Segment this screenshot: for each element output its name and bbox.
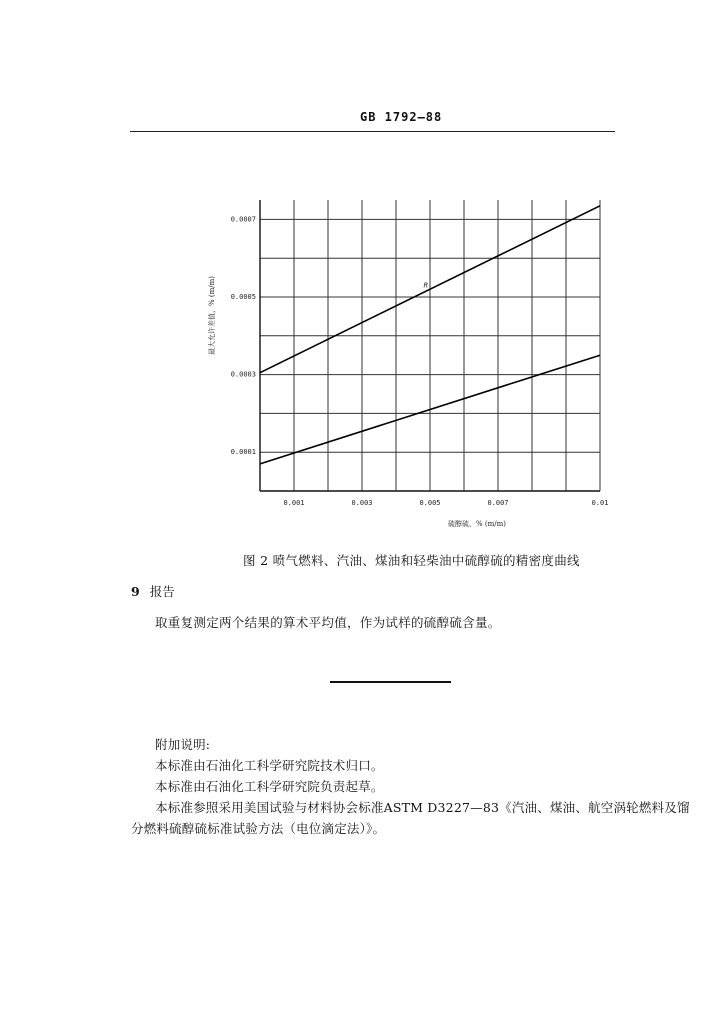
x-tick-labels <box>283 499 608 507</box>
section-heading <box>131 582 175 600</box>
precision-chart <box>190 190 620 535</box>
section-body: 取重复测定两个结果的算术平均值，作为试样的硫醇硫含量。 <box>155 615 501 630</box>
section-number: 9 <box>131 584 140 599</box>
x-tick-label: 0.01 <box>591 499 609 507</box>
x-tick-label: 0.005 <box>419 499 441 507</box>
x-tick-label: 0.007 <box>487 499 509 507</box>
x-tick-label: 0.003 <box>351 499 373 507</box>
standard-code: GB 1792—88 <box>360 110 443 124</box>
y-tick-label: 0.0005 <box>230 293 256 301</box>
y-tick-label: 0.0001 <box>230 448 256 457</box>
header-rule <box>130 131 615 132</box>
figure-caption: 图 2 喷气燃料、汽油、煤油和轻柴油中硫醇硫的精密度曲线 <box>243 553 580 568</box>
x-axis-label: 硫醇硫，% (m/m) <box>448 520 506 528</box>
notes-line: 本标准由石油化工科学研究院负责起草。 <box>155 779 384 794</box>
notes-line: 本标准参照采用美国试验与材料协会标准ASTM D3227—83《汽油、煤油、航空涡轮燃料及馏 <box>155 800 690 815</box>
x-tick-label: 0.001 <box>283 499 305 507</box>
additional-notes <box>131 734 690 839</box>
section-title: 报告 <box>149 584 175 599</box>
series-label-r: R <box>423 281 428 290</box>
notes-line: 本标准由石油化工科学研究院技术归口。 <box>155 758 384 773</box>
y-tick-label: 0.0007 <box>230 215 256 224</box>
notes-title: 附加说明: <box>155 737 211 752</box>
y-tick-label: 0.0003 <box>230 370 256 379</box>
end-rule <box>330 681 451 683</box>
y-axis-label: 最大允许差值，% (m/m) <box>208 276 216 355</box>
notes-line: 分燃料硫醇硫标准试验方法（电位滴定法）》。 <box>131 821 386 836</box>
y-tick-labels <box>231 215 256 456</box>
